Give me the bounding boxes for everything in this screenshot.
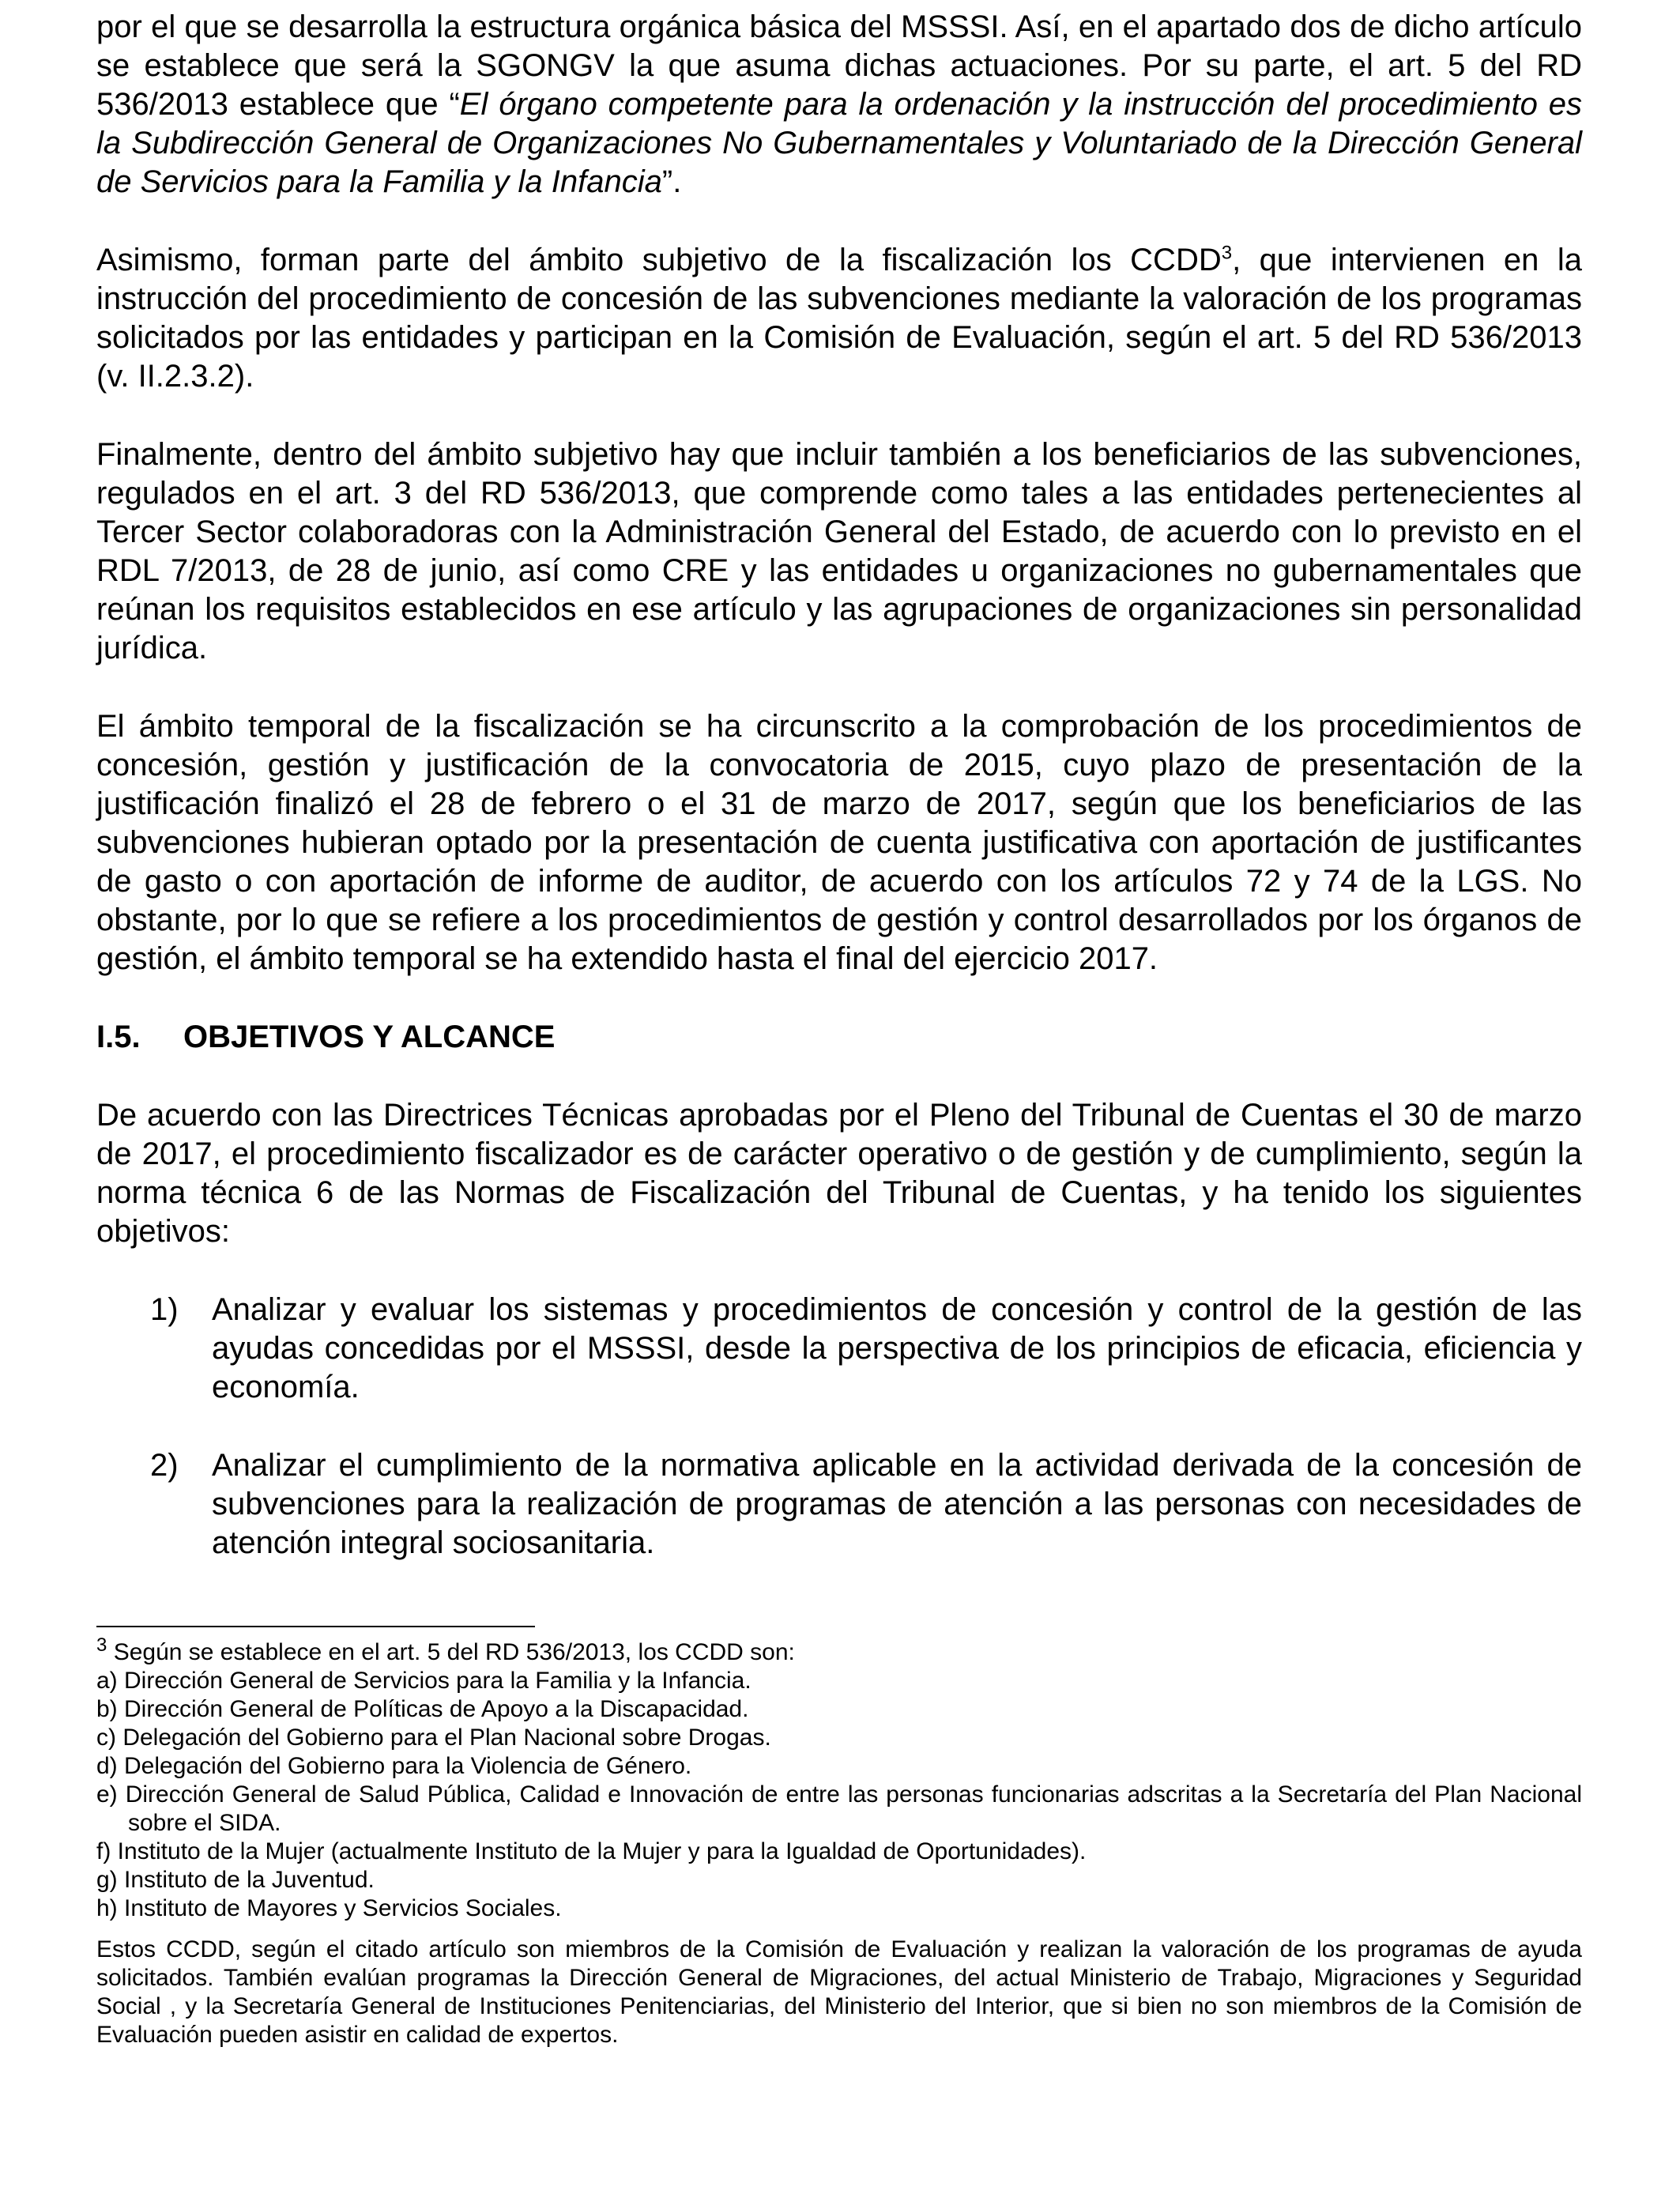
paragraph-text: Asimismo, forman parte del ámbito subjetivo de la fiscalización los CCDD — [96, 243, 1222, 277]
paragraph-text: ”. — [661, 164, 682, 199]
paragraph-beneficiaries: Finalmente, dentro del ámbito subjetivo hay que incluir también a los beneficiarios de las subvenciones, regulados en el art. 3 del RD 536/2013, que comprende como tales a las entidades pertenecientes al Tercer Sector colaboradoras con la Administración General del Estado, de acuerdo con lo previsto en el RDL 7/2013, de 28 de junio, así como CRE y las entidades u organizaciones no gubernamentales que reúnan los requisitos establecidos en ese artículo y las agrupaciones de organizaciones sin personalidad jurídica. — [96, 437, 1582, 665]
list-item-text: Analizar el cumplimiento de la normativa aplicable en la actividad derivada de la concesión de subvenciones para la realización de programas de atención a las personas con necesidades de atención integral sociosanitaria. — [212, 1448, 1582, 1560]
document-page — [96, 8, 1582, 2049]
paragraph-organic-structure — [96, 8, 1582, 202]
list-marker: 2) — [150, 1448, 179, 1483]
list-item — [96, 1291, 1582, 1407]
paragraph-text: , que intervienen en la instrucción del procedimiento de concesión de las subvenciones mediante la valoración de los programas solicitados por las entidades y participan en la Comisión de Evaluación, según el art. 5 del RD 536/2013 (v. II.2.3.2). — [96, 243, 1582, 394]
section-title: OBJETIVOS Y ALCANCE — [183, 1020, 556, 1054]
footnote-intro — [96, 1634, 1582, 1667]
footnote-list-item: h) Instituto de Mayores y Servicios Sociales. — [96, 1895, 562, 1921]
footnote-list-item: f) Instituto de la Mujer (actualmente Instituto de la Mujer y para la Igualdad de Oportunidades). — [96, 1838, 1087, 1864]
footnote-list-item: b) Dirección General de Políticas de Apoyo a la Discapacidad. — [96, 1696, 749, 1722]
list-item — [96, 1446, 1582, 1563]
list-item-text: Analizar y evaluar los sistemas y procedimientos de concesión y control de la gestión de las ayudas concedidas por el MSSSI, desde la perspectiva de los principios de eficacia, eficiencia y economía. — [212, 1292, 1582, 1404]
paragraph-text: por el que se desarrolla la estructura orgánica básica del MSSSI. Así, en el apartado dos de dicho artículo se establece que será la SGONGV la que asuma dichas actuaciones. Por su parte, el art. 5 del RD 536/2013 establece que “ — [96, 9, 1582, 122]
footnote-list-item: a) Dirección General de Servicios para la Familia y la Infancia. — [96, 1668, 751, 1694]
footnote-mark: 3 — [96, 1634, 107, 1656]
section-number: I.5. — [96, 1020, 141, 1054]
footnote-list-item: d) Delegación del Gobierno para la Violencia de Género. — [96, 1753, 692, 1779]
footnote-list-item: e) Dirección General de Salud Pública, Calidad e Innovación de entre las personas funcionarias adscritas a la Secretaría del Plan Nacional sobre el SIDA. — [96, 1781, 1582, 1836]
paragraph-technical-guidelines: De acuerdo con las Directrices Técnicas aprobadas por el Pleno del Tribunal de Cuentas el 30 de marzo de 2017, el procedimiento fiscalizador es de carácter operativo o de gestión y de cumplimiento, según la norma técnica 6 de las Normas de Fiscalización del Tribunal de Cuentas, y ha tenido los siguientes objetivos: — [96, 1098, 1582, 1249]
footnote-list-item: c) Delegación del Gobierno para el Plan Nacional sobre Drogas. — [96, 1725, 771, 1751]
paragraph-temporal-scope: El ámbito temporal de la fiscalización se ha circunscrito a la comprobación de los procedimientos de concesión, gestión y justificación de la convocatoria de 2015, cuyo plazo de presentación de la justificación finalizó el 28 de febrero o el 31 de marzo de 2017, según que los beneficiarios de las subvenciones hubieran optado por la presentación de cuenta justificativa con aportación de justificantes de gasto o con aportación de informe de auditor, de acuerdo con los artículos 72 y 74 de la LGS. No obstante, por lo que se refiere a los procedimientos de gestión y control desarrollados por los órganos de gestión, el ámbito temporal se ha extendido hasta el final del ejercicio 2017. — [96, 709, 1582, 976]
footnote — [96, 1634, 1582, 2049]
section-heading — [96, 1018, 1582, 1057]
footnote-separator — [96, 1626, 535, 1627]
paragraph-subjective-scope-ccdd — [96, 241, 1582, 396]
footnote-intro-text: Según se establece en el art. 5 del RD 536/2013, los CCDD son: — [107, 1639, 795, 1665]
footnote-closing-text: Estos CCDD, según el citado artículo son miembros de la Comisión de Evaluación y realizan la valoración de los programas de ayuda solicitados. También evalúan programas la Dirección General de Migraciones, del actual Ministerio de Trabajo, Migraciones y Seguridad Social , y la Secretaría General de Instituciones Penitenciarias, del Ministerio del Interior, que si bien no son miembros de la Comisión de Evaluación pueden asistir en calidad de expertos. — [96, 1936, 1582, 2048]
footnote-list-item: g) Instituto de la Juventud. — [96, 1867, 375, 1893]
footnote-reference[interactable]: 3 — [1221, 242, 1233, 264]
list-marker: 1) — [150, 1292, 179, 1327]
quoted-article-text: El órgano competente para la ordenación y la instrucción del procedimiento es la Subdirección General de Organizaciones No Gubernamentales y Voluntariado de la Dirección General de Servicios para la Familia y la Infancia — [96, 87, 1582, 199]
